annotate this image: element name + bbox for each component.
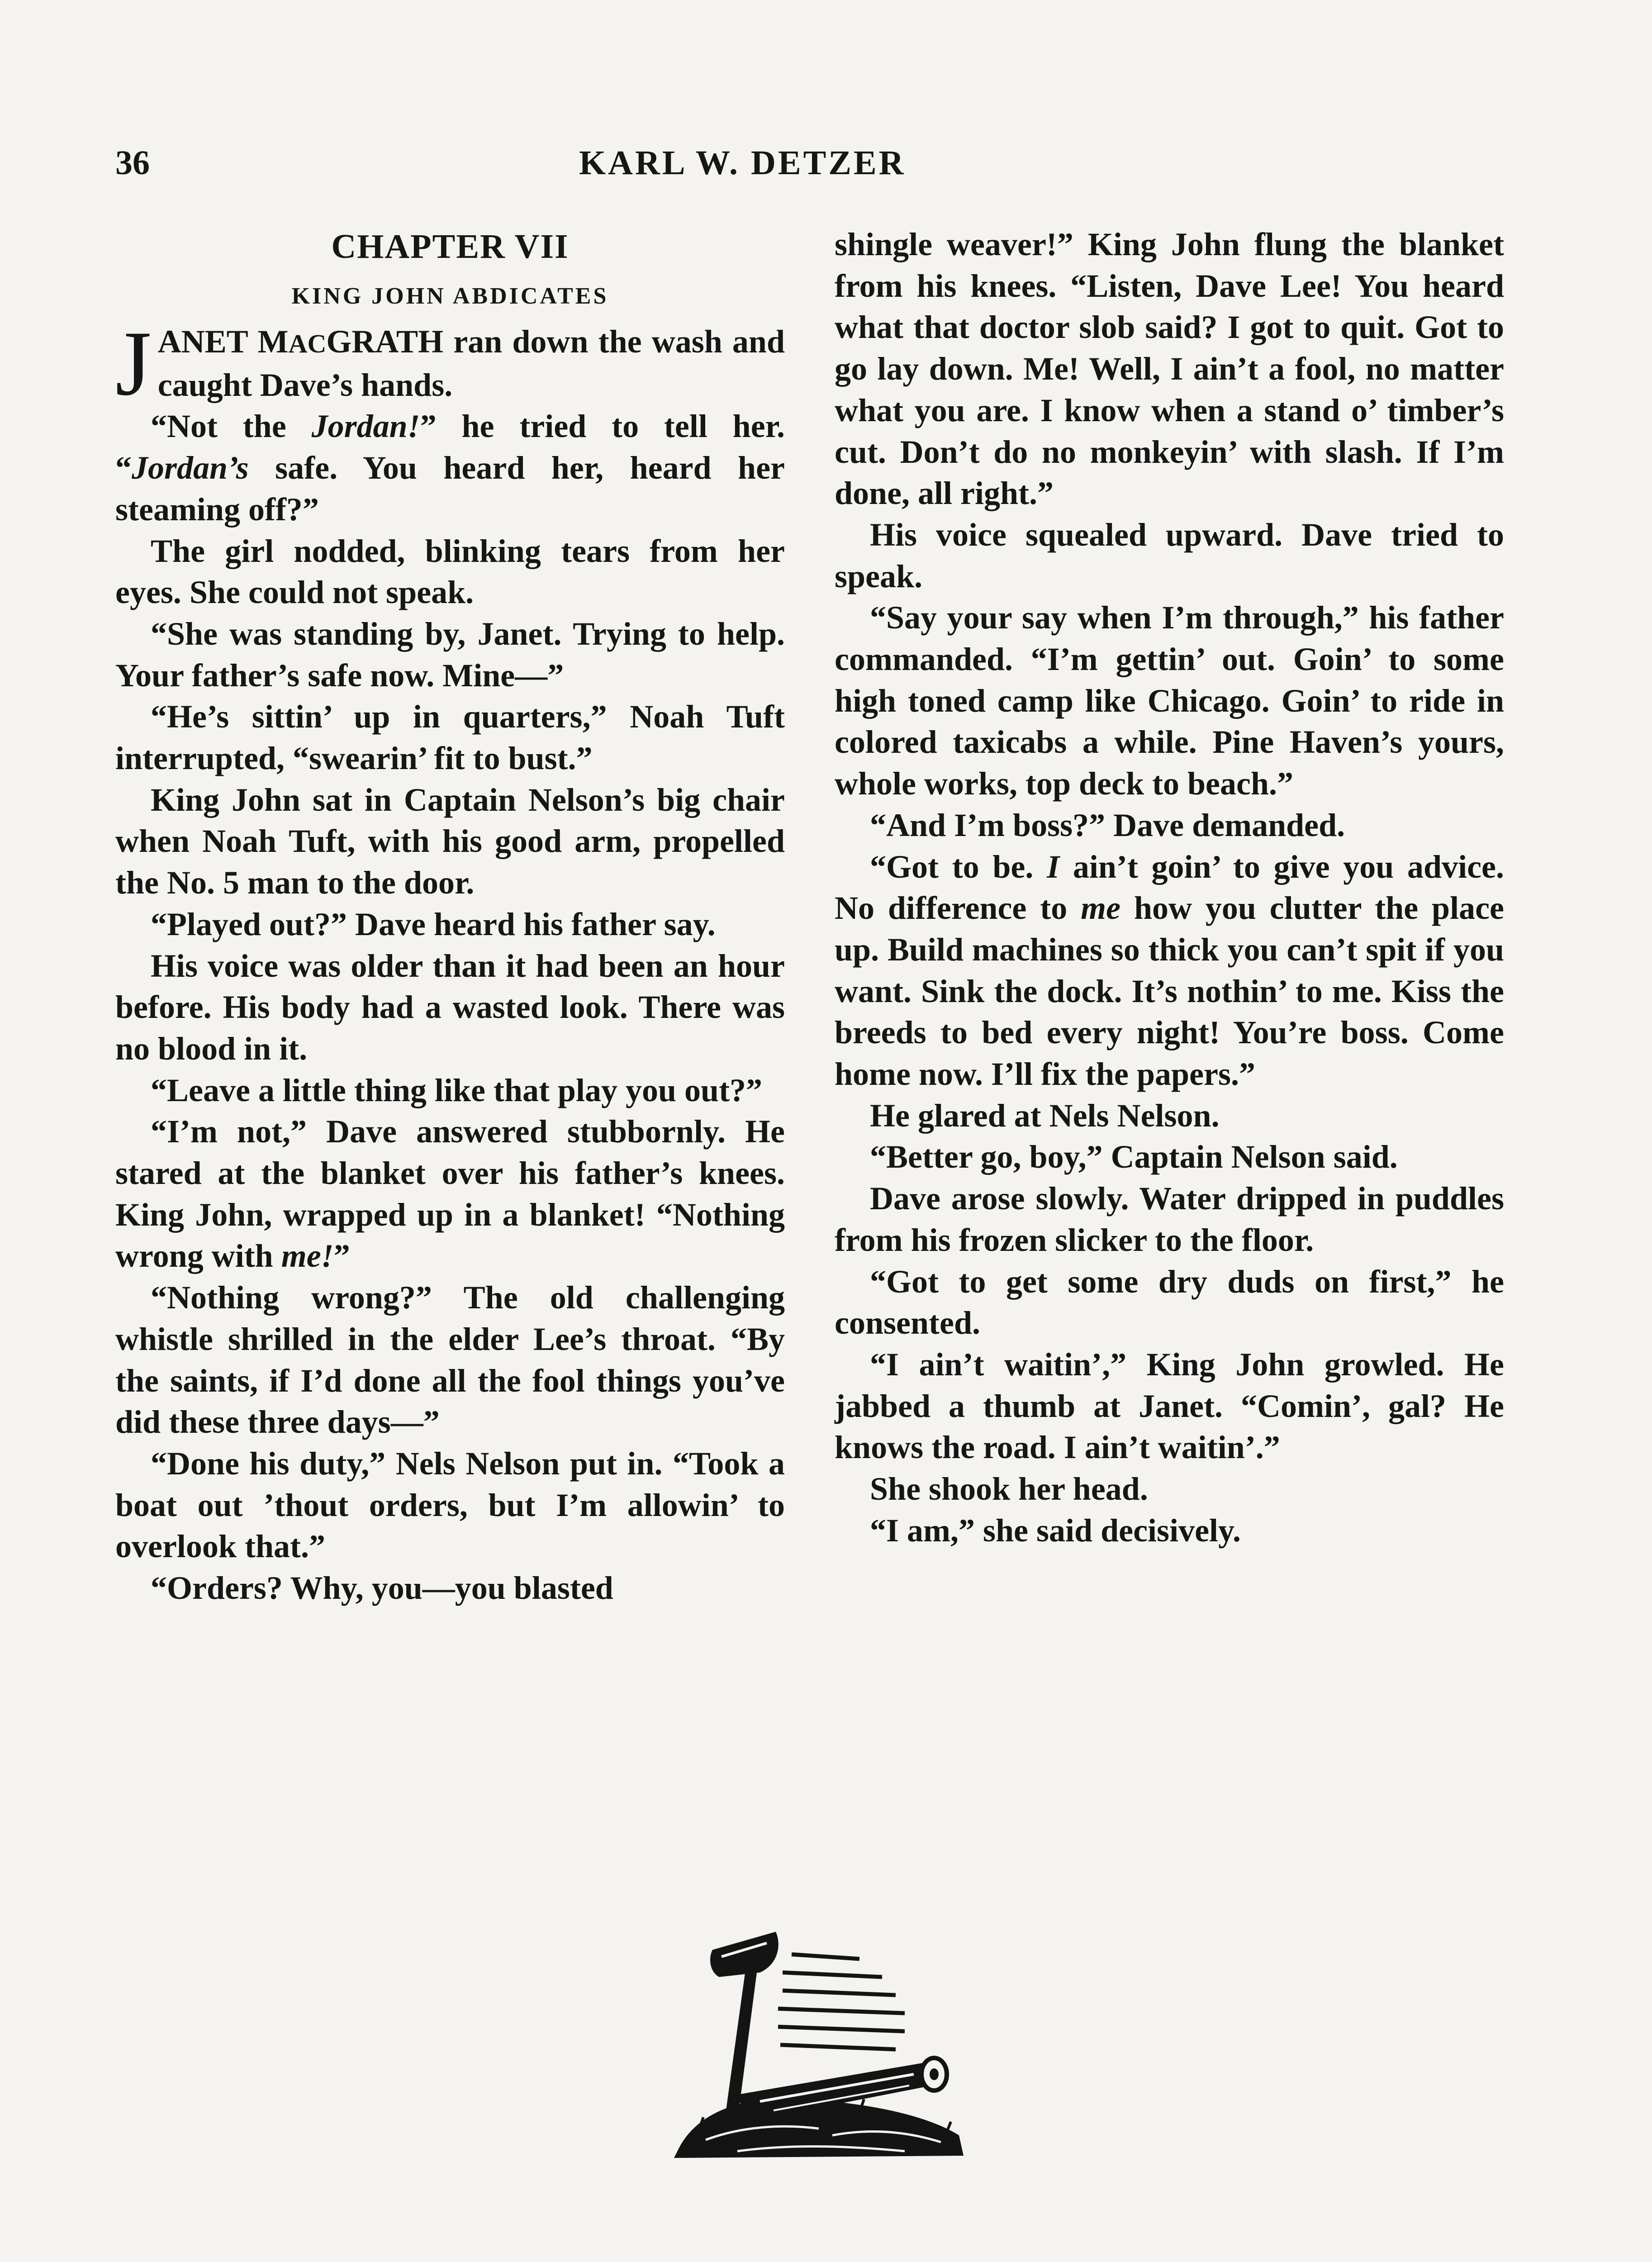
paragraph: “Orders? Why, you—you blasted [151,1570,613,1606]
paragraph: “He’s sittin’ up in quarters,” Noah Tuft interrupted, “swearin’ fit to bust.” [115,699,785,777]
chapter-title: CHAPTER VII [331,228,569,266]
paragraph: “Say your say when I’m through,” his father commanded. “I’m gettin’ out. Goin’ to some high toned camp like Chicago. Goin’ to ride in colored taxicabs a while. Pine Haven’s yours, whole works, top deck to beach.” [835,599,1504,802]
paragraph: His voice squealed upward. Dave tried to speak. [835,516,1504,594]
page-header [115,138,1516,188]
paragraph: “Got to get some dry duds on first,” he consented. [835,1263,1504,1341]
italic-span: Jordan! [311,408,420,445]
italic-span: me [1081,890,1121,927]
text-span: ” he tried to tell her. “ [115,408,785,486]
text-span: safe. You heard her, heard her steaming off?” [115,450,785,527]
paragraph: King John sat in Captain Nelson’s big chair when Noah Tuft, with his good arm, propelled the No. 5 man to the door. [115,781,785,901]
paragraph: “Leave a little thing like that play you out?” [151,1072,763,1108]
paragraph: “Done his duty,” Nels Nelson put in. “Took a boat out ’thout orders, but I’m allowin’ to overlook that.” [115,1445,785,1565]
paragraph: “She was standing by, Janet. Trying to help. Your father’s safe now. Mine—” [115,615,785,694]
italic-span: I [1047,848,1060,885]
paragraph: He glared at Nels Nelson. [870,1097,1220,1134]
text-span: “Not the [151,408,312,445]
axe-on-log-woodcut-icon [669,1923,968,2162]
paragraph: “Better go, boy,” Captain Nelson said. [870,1139,1398,1175]
paragraph [835,846,1504,1095]
paragraph: His voice was older than it had been an hour before. His body had a wasted look. There was no blood in it. [115,947,785,1067]
right-column [835,224,1504,1552]
italic-span: me! [281,1238,334,1274]
text-span: ANET M [157,323,289,360]
paragraph: “Nothing wrong?” The old challenging whistle shrilled in the elder Lee’s throat. “By the saints, if I’d done all the fool things you’ve did these three days—” [115,1279,785,1440]
paragraph [115,406,785,530]
paragraph: “Played out?” Dave heard his father say. [151,906,716,942]
text-span: how you clutter the place up. Build machines so thick you can’t spit if you want. Sink the dock. It’s nothin’ to me. Kiss the breeds to bed every night! You’re boss. Come home now. I’ll fix the papers.” [835,890,1505,1093]
running-head: KARL W. DETZER [579,144,906,182]
italic-span: Jordan’s [132,450,249,486]
text-span: GRATH ran down the wash and caught Dave’s hands. [157,323,785,403]
page-number: 36 [115,144,150,182]
text-span: ” [333,1238,350,1274]
paragraph: shingle weaver!” King John flung the blanket from his knees. “Listen, Dave Lee! You heard what that doctor slob said? I got to quit. Got to go lay down. Me! Well, I ain’t a fool, no matter what you are. I know when a stand o’ timber’s cut. Don’t do no monkeyin’ with slash. If I’m done, all right.” [835,226,1504,512]
drop-cap: J [115,312,152,415]
text-span: “I’m not,” Dave answered stubbornly. He stared at the blanket over his father’s knees. King John, wrapped up in a blanket! “Nothing wrong with [115,1113,785,1274]
paragraph: “And I’m boss?” Dave demanded. [870,807,1345,843]
chapter-subtitle: KING JOHN ABDICATES [291,283,609,309]
paragraph: Dave arose slowly. Water dripped in puddles from his frozen slicker to the floor. [835,1180,1504,1258]
text-span: ain’t goin’ to give you advice. No difference to [835,848,1504,927]
paragraph: She shook her head. [870,1471,1148,1507]
paragraph: “I ain’t waitin’,” King John growled. He jabbed a thumb at Janet. “Comin’, gal? He knows the road. I ain’t waitin’.” [835,1346,1504,1466]
left-column [115,224,785,1609]
paragraph: “I am,” she said decisively. [870,1512,1241,1549]
paragraph [115,1111,785,1277]
text-span: AC [288,329,327,358]
paragraph: The girl nodded, blinking tears from her eyes. She could not speak. [115,532,785,611]
text-span: “Got to be. [870,848,1047,885]
paragraph [115,312,785,415]
